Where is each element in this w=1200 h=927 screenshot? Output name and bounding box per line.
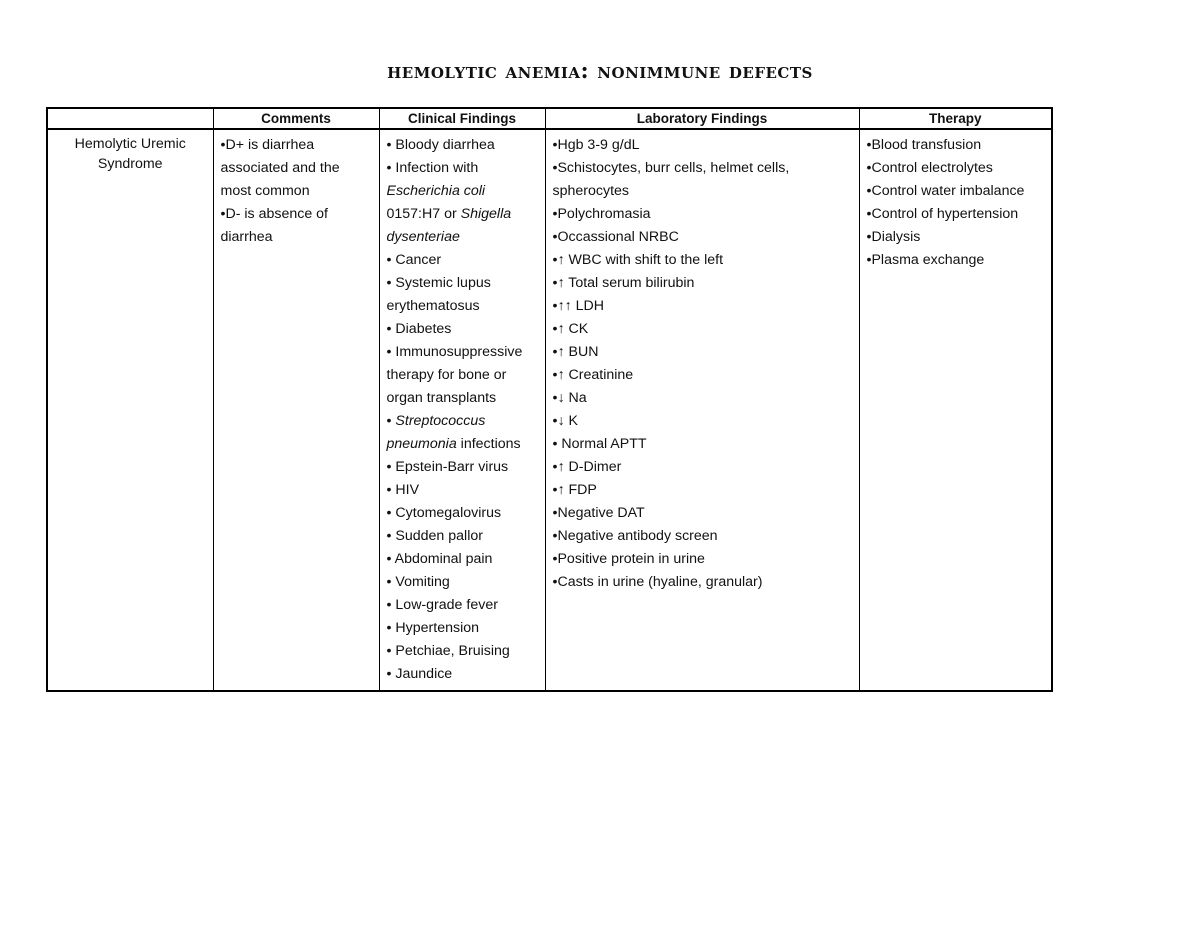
list-item: • Diabetes <box>386 321 452 337</box>
row-label: Hemolytic Uremic Syndrome <box>47 129 213 691</box>
header-therapy: Therapy <box>859 108 1052 129</box>
table-row <box>47 129 1052 691</box>
list-item: •↑ D-Dimer <box>552 459 622 475</box>
list-item: •Control electrolytes <box>866 160 993 176</box>
laboratory-findings-cell <box>545 129 859 691</box>
organism-name: Shigella dysenteriae <box>386 206 512 245</box>
bullet-text: • <box>386 413 396 429</box>
list-item: •↓ Na <box>552 390 587 406</box>
list-item: •Hgb 3-9 g/dL <box>552 137 640 153</box>
list-item: •Schistocytes, burr cells, helmet cells, spherocytes <box>552 160 790 199</box>
list-item: • Jaundice <box>386 666 453 682</box>
list-item: •Negative DAT <box>552 505 645 521</box>
list-item: •Blood transfusion <box>866 137 982 153</box>
list-item: •↑ Creatinine <box>552 367 634 383</box>
list-item <box>387 410 538 456</box>
list-item: •↑ CK <box>552 321 589 337</box>
list-item: •Polychromasia <box>552 206 651 222</box>
therapy-cell <box>859 129 1052 691</box>
list-item: • Normal APTT <box>552 436 647 452</box>
table-container <box>46 107 1051 692</box>
list-item: • Bloody diarrhea <box>386 137 495 153</box>
list-item: • Immunosuppressive therapy for bone or organ transplants <box>386 344 523 406</box>
list-item-text: infections <box>456 436 521 452</box>
header-row <box>47 108 1052 129</box>
findings-table <box>46 107 1053 692</box>
header-clinical-findings: Clinical Findings <box>379 108 545 129</box>
list-item: • Vomiting <box>386 574 450 590</box>
list-item: •Negative antibody screen <box>552 528 718 544</box>
list-item: • Sudden pallor <box>386 528 483 544</box>
list-item: • Systemic lupus erythematosus <box>386 275 491 314</box>
list-item: •↑ BUN <box>552 344 599 360</box>
list-item: • Epstein-Barr virus <box>386 459 509 475</box>
list-item: •Occassional NRBC <box>552 229 679 245</box>
clinical-findings-cell <box>379 129 545 691</box>
list-item: • Cytomegalovirus <box>386 505 502 521</box>
list-item: •Control of hypertension <box>866 206 1019 222</box>
list-item: • Petchiae, Bruising <box>386 643 510 659</box>
list-item <box>387 157 538 249</box>
list-item-text: • Infection with <box>386 160 479 176</box>
comments-cell <box>213 129 379 691</box>
page-title: hemolytic anemia: nonimmune defects <box>387 58 813 84</box>
list-item: •↑ WBC with shift to the left <box>552 252 724 268</box>
list-item: • Cancer <box>386 252 442 268</box>
header-laboratory-findings: Laboratory Findings <box>545 108 859 129</box>
header-comments: Comments <box>213 108 379 129</box>
list-item: •D- is absence of diarrhea <box>220 206 328 245</box>
list-item: •Control water imbalance <box>866 183 1025 199</box>
list-item: •↑ FDP <box>552 482 597 498</box>
list-item: •Plasma exchange <box>866 252 985 268</box>
header-empty <box>47 108 213 129</box>
list-item: •D+ is diarrhea associated and the most common <box>220 137 340 199</box>
organism-name: Escherichia coli <box>386 183 486 199</box>
list-item: •↓ K <box>552 413 578 429</box>
strain-text: 0157:H7 <box>386 206 441 222</box>
list-item: • HIV <box>386 482 420 498</box>
connector-text: or <box>440 206 461 222</box>
list-item: •↑ Total serum bilirubin <box>552 275 695 291</box>
list-item: • Low-grade fever <box>386 597 498 613</box>
organism-name: Streptococcus pneumonia <box>386 413 486 452</box>
list-item: • Hypertension <box>386 620 480 636</box>
list-item: •Positive protein in urine <box>552 551 705 567</box>
list-item: •Casts in urine (hyaline, granular) <box>552 574 763 590</box>
list-item: •↑↑ LDH <box>552 298 604 314</box>
list-item: • Abdominal pain <box>386 551 493 567</box>
list-item: •Dialysis <box>866 229 921 245</box>
